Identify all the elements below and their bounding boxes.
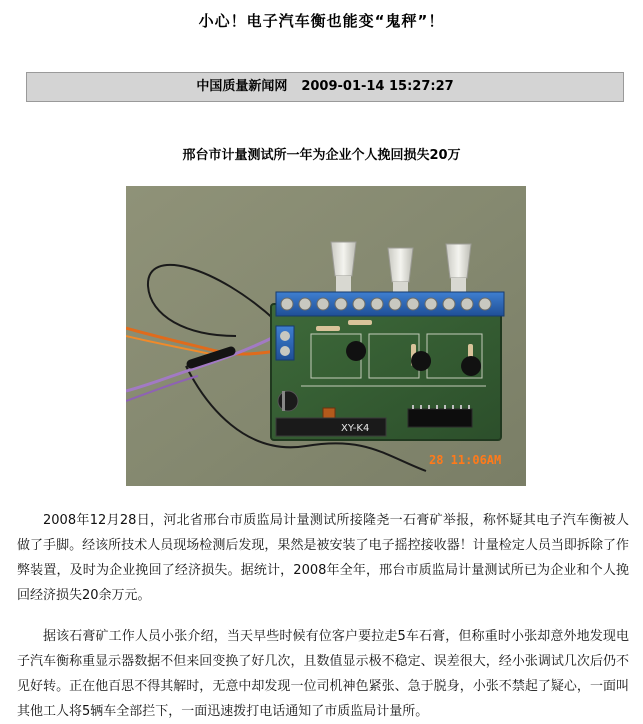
article-datetime: 2009-01-14 15:27:27 xyxy=(301,79,454,94)
article-meta-bar xyxy=(26,72,624,102)
article-subheadline: 邢台市计量测试所一年为企业个人挽回损失20万 xyxy=(182,148,461,163)
article-photo xyxy=(126,186,526,486)
pcb-board-label: XY-K4 xyxy=(341,423,370,434)
capacitor xyxy=(278,391,298,411)
photo-timestamp: 28 11:06AM xyxy=(429,453,502,467)
inductor-coil xyxy=(323,408,335,418)
article-source: 中国质量新闻网 xyxy=(196,79,288,94)
ic-chip xyxy=(408,409,472,427)
article-headline: 小心！电子汽车衡也能变“鬼秤”！ xyxy=(198,12,445,30)
article-paragraph: 2008年12月28日，河北省邢台市质监局计量测试所接隆尧一石膏矿举报，称怀疑其电子汽车衡被人做了手脚。经该所技术人员现场检测后发现，果然是被安装了电子摇控接收器！计量检定人员当即拆除了作弊装置，及时为企业挽回了经济损失。据统计，2008年全年，邢台市质监局计量测试所已为企业和个人挽回经济损失20余万元。 xyxy=(17,513,629,603)
article-paragraph: 据该石膏矿工作人员小张介绍，当天早些时候有位客户要拉走5车石膏，但称重时小张却意外地发现电子汽车衡称重显示器数据不但来回变换了好几次，且数值显示极不稳定、误差很大，经小张调试几次后仍不见好转。正在他百思不得其解时，无意中却发现一位司机神色紧张、急于脱身，小张不禁起了疑心，一面叫其他工人将5辆车全部拦下，一面迅速拨打电话通知了市质监局计量所。 xyxy=(17,629,629,719)
receiver-module xyxy=(276,418,386,436)
